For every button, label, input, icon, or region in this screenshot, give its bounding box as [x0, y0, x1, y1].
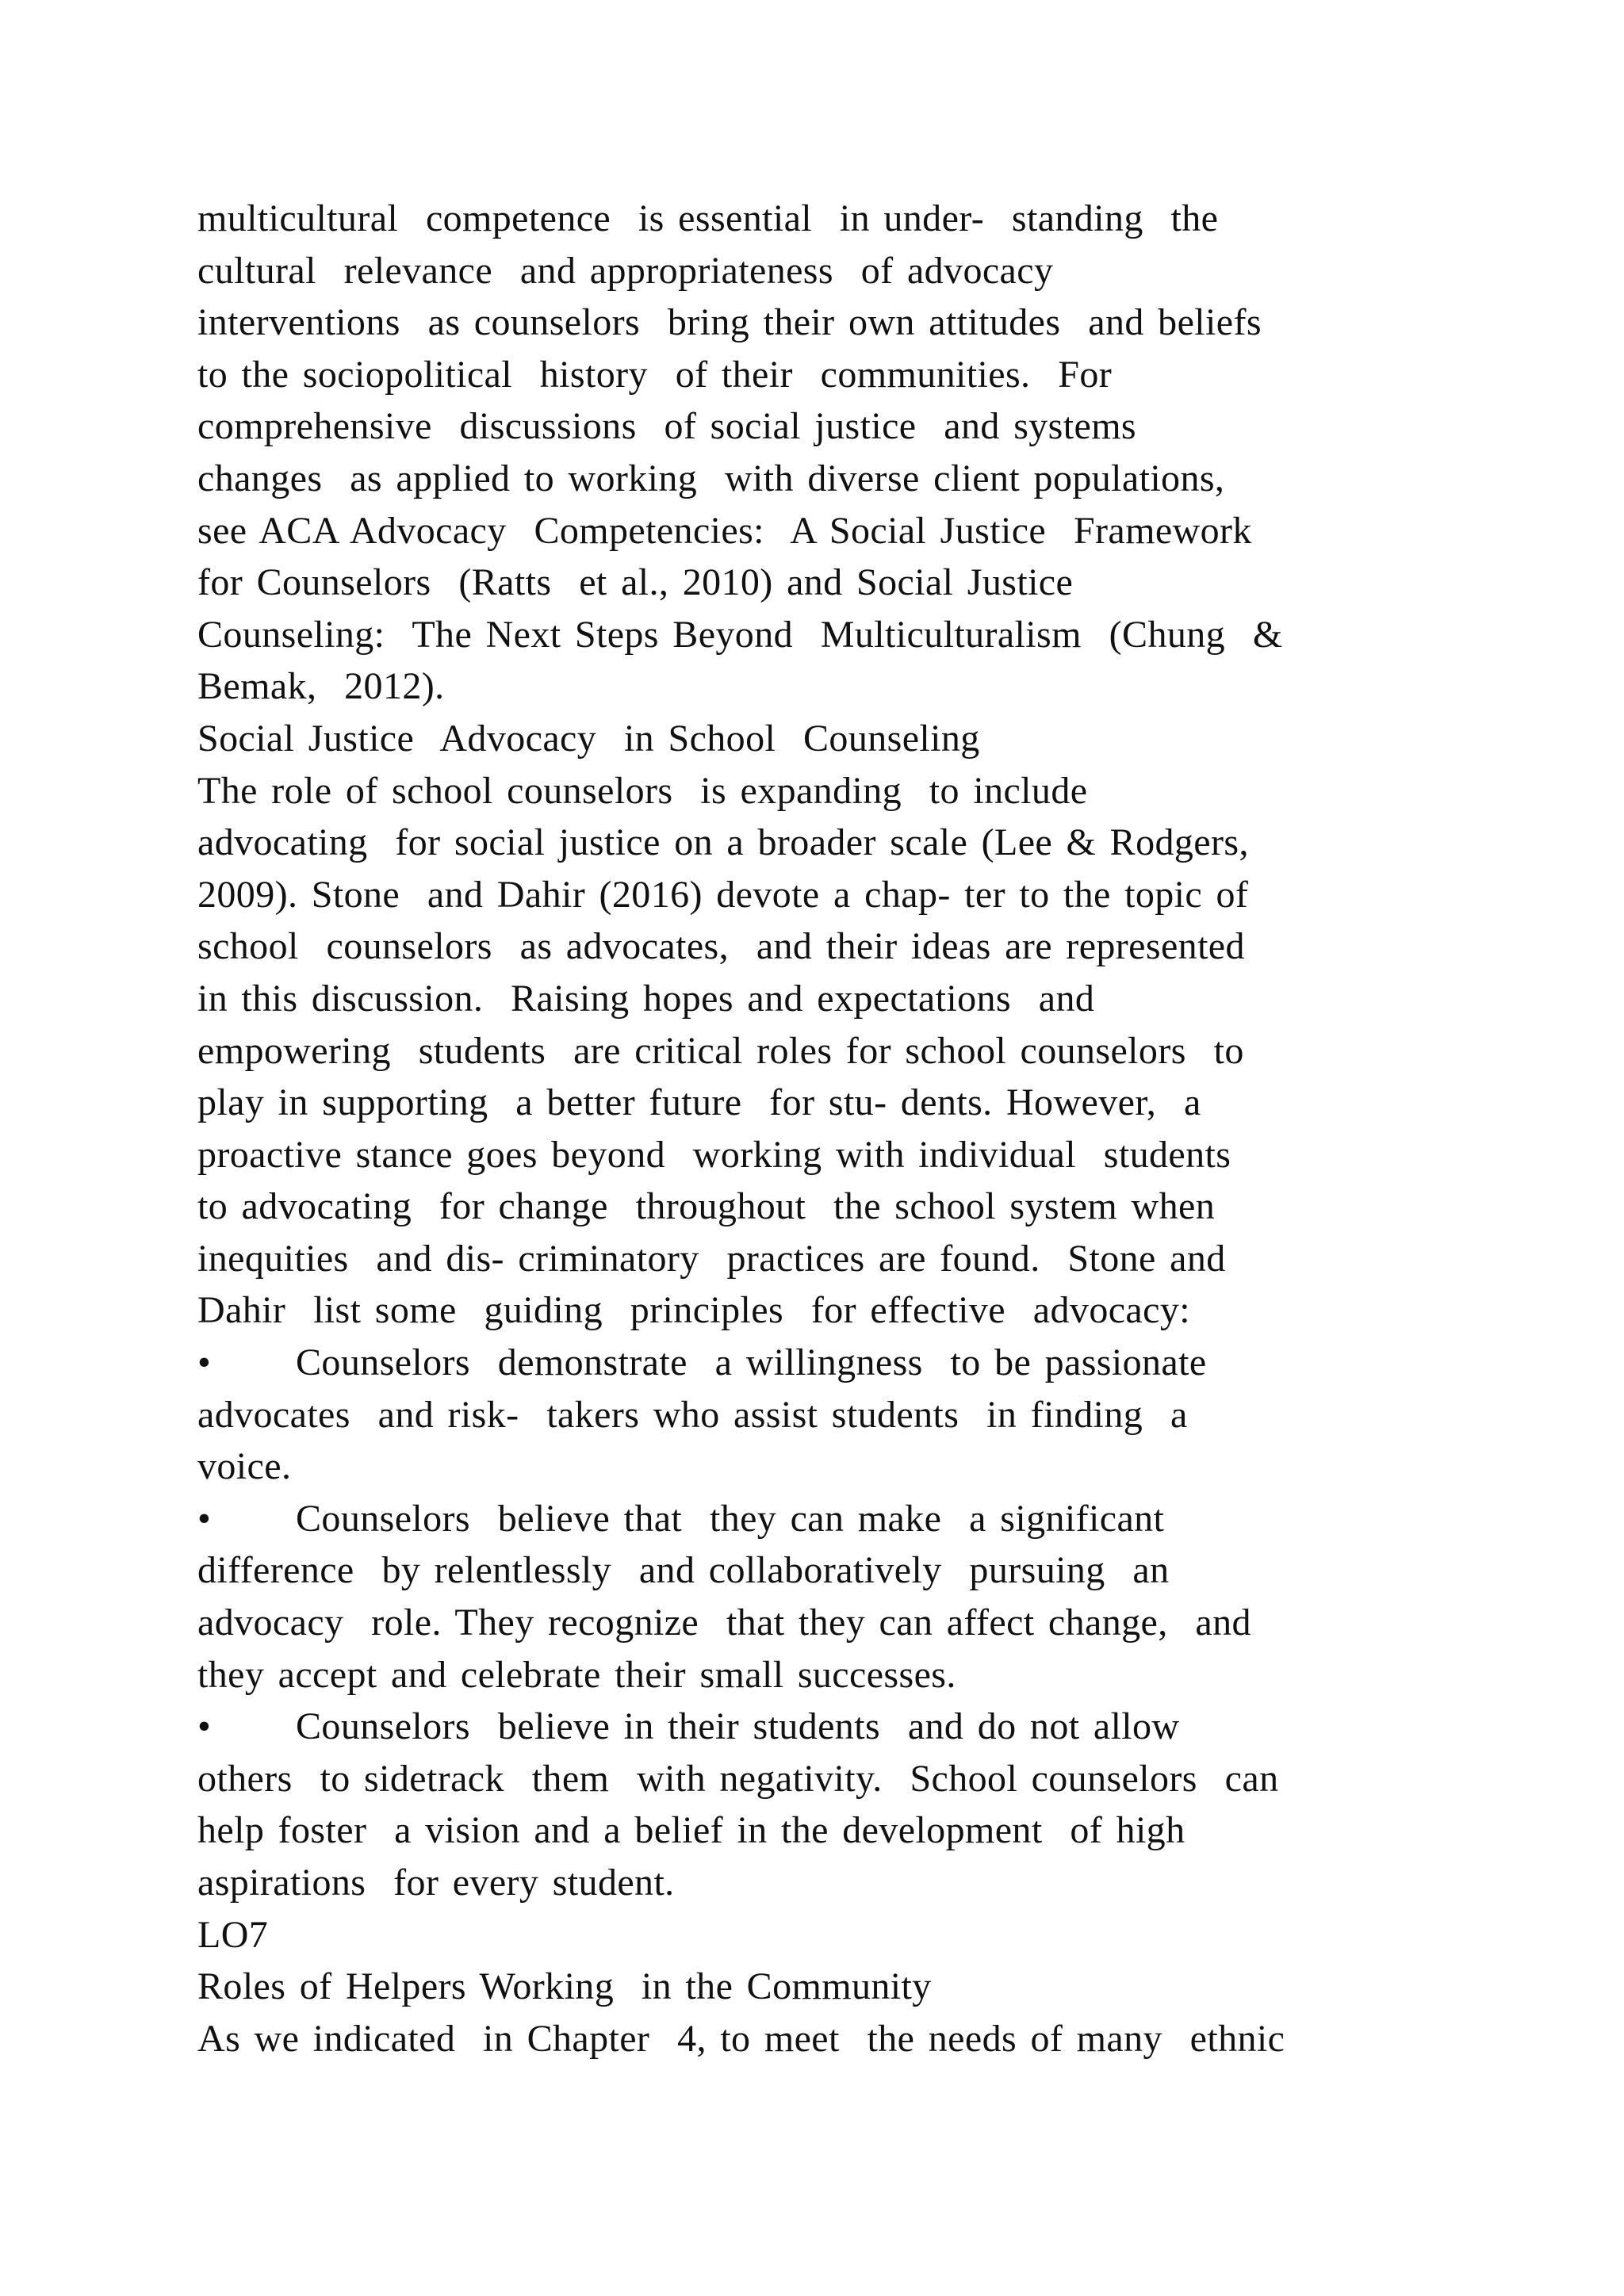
bullet-text: Counselors demonstrate a willingness to be passionate [296, 1341, 1207, 1384]
text-line: As we indicated in Chapter 4, to meet the needs of many ethnic [197, 2017, 1285, 2060]
bullet-item [197, 1493, 1434, 1545]
text-line: advocacy role. They recognize that they can affect change, and [197, 1601, 1251, 1644]
text-line: multicultural competence is essential in under- standing the [197, 197, 1219, 239]
text-line: The role of school counselors is expanding to include [197, 769, 1088, 812]
text-line: proactive stance goes beyond working with individual students [197, 1133, 1231, 1176]
text-line: school counselors as advocates, and their ideas are represented [197, 925, 1245, 968]
text-line: Bemak, 2012). [197, 665, 445, 708]
text-line: comprehensive discussions of social justice and systems [197, 405, 1137, 448]
text-line: they accept and celebrate their small successes. [197, 1653, 956, 1696]
bullet-text: Counselors believe in their students and do not allow [296, 1705, 1180, 1748]
text-line: cultural relevance and appropriateness of advocacy [197, 249, 1054, 292]
text-line: others to sidetrack them with negativity. School counselors can [197, 1757, 1279, 1800]
text-line: see ACA Advocacy Competencies: A Social Justice Framework [197, 509, 1252, 552]
text-line: play in supporting a better future for stu- dents. However, a [197, 1081, 1201, 1124]
bullet-mark: • [197, 1341, 212, 1384]
text-line: 2009). Stone and Dahir (2016) devote a chap- ter to the topic of [197, 873, 1249, 916]
text-line: for Counselors (Ratts et al., 2010) and Social Justice [197, 561, 1074, 604]
text-line: aspirations for every student. [197, 1862, 675, 1904]
text-line: voice. [197, 1445, 292, 1488]
section-heading: Roles of Helpers Working in the Community [197, 1965, 932, 2008]
bullet-item [197, 1337, 1434, 1389]
text-line: empowering students are critical roles for school counselors to [197, 1029, 1244, 1072]
section-heading: Social Justice Advocacy in School Counseling [197, 717, 980, 760]
text-line: Counseling: The Next Steps Beyond Multiculturalism (Chung & [197, 613, 1283, 656]
text-line: to the sociopolitical history of their communities. For [197, 353, 1113, 396]
bullet-item [197, 1701, 1434, 1753]
text-line: in this discussion. Raising hopes and expectations and [197, 977, 1095, 1020]
text-line: interventions as counselors bring their own attitudes and beliefs [197, 301, 1262, 344]
text-line: Dahir list some guiding principles for effective advocacy: [197, 1289, 1190, 1332]
bullet-mark: • [197, 1497, 212, 1540]
text-line: advocating for social justice on a broader scale (Lee & Rodgers, [197, 821, 1249, 864]
bullet-mark: • [197, 1705, 212, 1748]
text-line: to advocating for change throughout the school system when [197, 1185, 1216, 1228]
text-line: changes as applied to working with diverse client populations, [197, 457, 1225, 499]
bullet-text: Counselors believe that they can make a significant [296, 1497, 1165, 1540]
text-line: inequities and dis- criminatory practices are found. Stone and [197, 1237, 1226, 1280]
text-line: difference by relentlessly and collaboratively pursuing an [197, 1549, 1170, 1592]
text-line: help foster a vision and a belief in the development of high [197, 1809, 1185, 1852]
learning-objective-label: LO7 [197, 1913, 269, 1956]
text-line: advocates and risk- takers who assist students in finding a [197, 1393, 1188, 1436]
document-body [197, 193, 1434, 2064]
